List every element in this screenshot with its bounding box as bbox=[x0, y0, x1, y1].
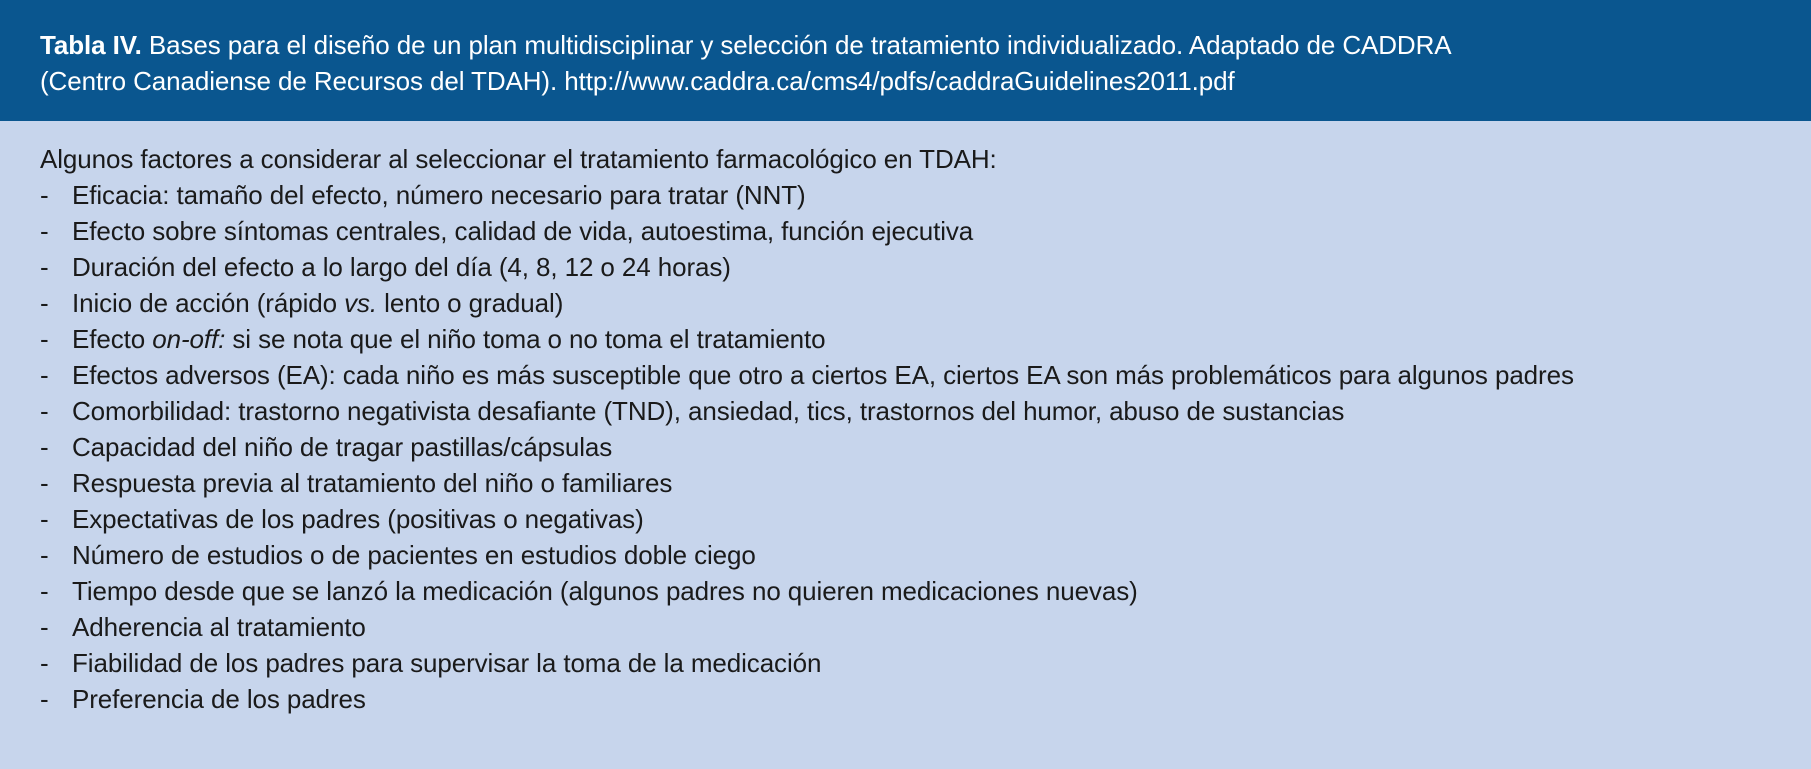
dash-bullet: - bbox=[40, 180, 49, 210]
item-text: Efecto sobre síntomas centrales, calidad de vida, autoestima, función ejecutiva bbox=[72, 216, 974, 246]
dash-bullet: - bbox=[40, 360, 49, 390]
dash-bullet: - bbox=[40, 324, 49, 354]
item-text: Fiabilidad de los padres para supervisar la toma de la medicación bbox=[72, 648, 822, 678]
table-label: Tabla IV. bbox=[40, 30, 142, 60]
list-item bbox=[40, 357, 1800, 393]
dash-bullet: - bbox=[40, 576, 49, 606]
list-item bbox=[40, 609, 1800, 645]
item-text: Preferencia de los padres bbox=[72, 684, 366, 714]
dash-bullet: - bbox=[40, 252, 49, 282]
item-text-post: si se nota que el niño toma o no toma el tratamiento bbox=[225, 324, 826, 354]
list-item bbox=[40, 249, 1800, 285]
dash-bullet: - bbox=[40, 288, 49, 318]
item-text bbox=[72, 285, 563, 321]
item-text-italic: vs. bbox=[344, 288, 378, 318]
dash-bullet: - bbox=[40, 468, 49, 498]
item-text: Respuesta previa al tratamiento del niño o familiares bbox=[72, 468, 673, 498]
factor-list bbox=[40, 177, 1800, 717]
item-text: Efectos adversos (EA): cada niño es más susceptible que otro a ciertos EA, ciertos EA son más problemáticos para algunos padres bbox=[72, 360, 1574, 390]
item-text: Tiempo desde que se lanzó la medicación (algunos padres no quieren medicaciones nuevas) bbox=[72, 576, 1138, 606]
list-item bbox=[40, 537, 1800, 573]
list-item bbox=[40, 573, 1800, 609]
item-text: Capacidad del niño de tragar pastillas/cápsulas bbox=[72, 432, 613, 462]
dash-bullet: - bbox=[40, 540, 49, 570]
item-text-post: lento o gradual) bbox=[377, 288, 564, 318]
header-line-1 bbox=[40, 27, 1811, 63]
intro-text: Algunos factores a considerar al seleccionar el tratamiento farmacológico en TDAH: bbox=[40, 144, 997, 174]
item-text: Número de estudios o de pacientes en estudios doble ciego bbox=[72, 540, 756, 570]
list-item bbox=[40, 429, 1800, 465]
list-item bbox=[40, 213, 1800, 249]
table-header bbox=[0, 0, 1811, 121]
list-item bbox=[40, 501, 1800, 537]
item-text: Duración del efecto a lo largo del día (4, 8, 12 o 24 horas) bbox=[72, 252, 731, 282]
list-item bbox=[40, 285, 1800, 321]
item-text-italic: on-off: bbox=[152, 324, 226, 354]
list-item bbox=[40, 681, 1800, 717]
item-text: Comorbilidad: trastorno negativista desafiante (TND), ansiedad, tics, trastornos del humor, abuso de sustancias bbox=[72, 396, 1345, 426]
item-text: Expectativas de los padres (positivas o negativas) bbox=[72, 504, 644, 534]
dash-bullet: - bbox=[40, 684, 49, 714]
table-title-part1: Bases para el diseño de un plan multidisciplinar y selección de tratamiento individualizado. Adaptado de CADDRA bbox=[141, 30, 1452, 60]
list-item bbox=[40, 465, 1800, 501]
dash-bullet: - bbox=[40, 432, 49, 462]
item-text bbox=[72, 321, 826, 357]
header-line-2: (Centro Canadiense de Recursos del TDAH). http://www.caddra.ca/cms4/pdfs/caddraGuidelines2011.pdf bbox=[40, 66, 1235, 96]
dash-bullet: - bbox=[40, 504, 49, 534]
dash-bullet: - bbox=[40, 648, 49, 678]
item-text: Eficacia: tamaño del efecto, número necesario para tratar (NNT) bbox=[72, 180, 806, 210]
item-text: Adherencia al tratamiento bbox=[72, 612, 366, 642]
item-text-pre: Inicio de acción (rápido bbox=[72, 288, 345, 318]
list-item bbox=[40, 645, 1800, 681]
list-item bbox=[40, 393, 1800, 429]
list-item bbox=[40, 321, 1800, 357]
dash-bullet: - bbox=[40, 396, 49, 426]
table-body bbox=[40, 141, 1800, 717]
dash-bullet: - bbox=[40, 612, 49, 642]
item-text-pre: Efecto bbox=[72, 324, 153, 354]
list-item bbox=[40, 177, 1800, 213]
dash-bullet: - bbox=[40, 216, 49, 246]
